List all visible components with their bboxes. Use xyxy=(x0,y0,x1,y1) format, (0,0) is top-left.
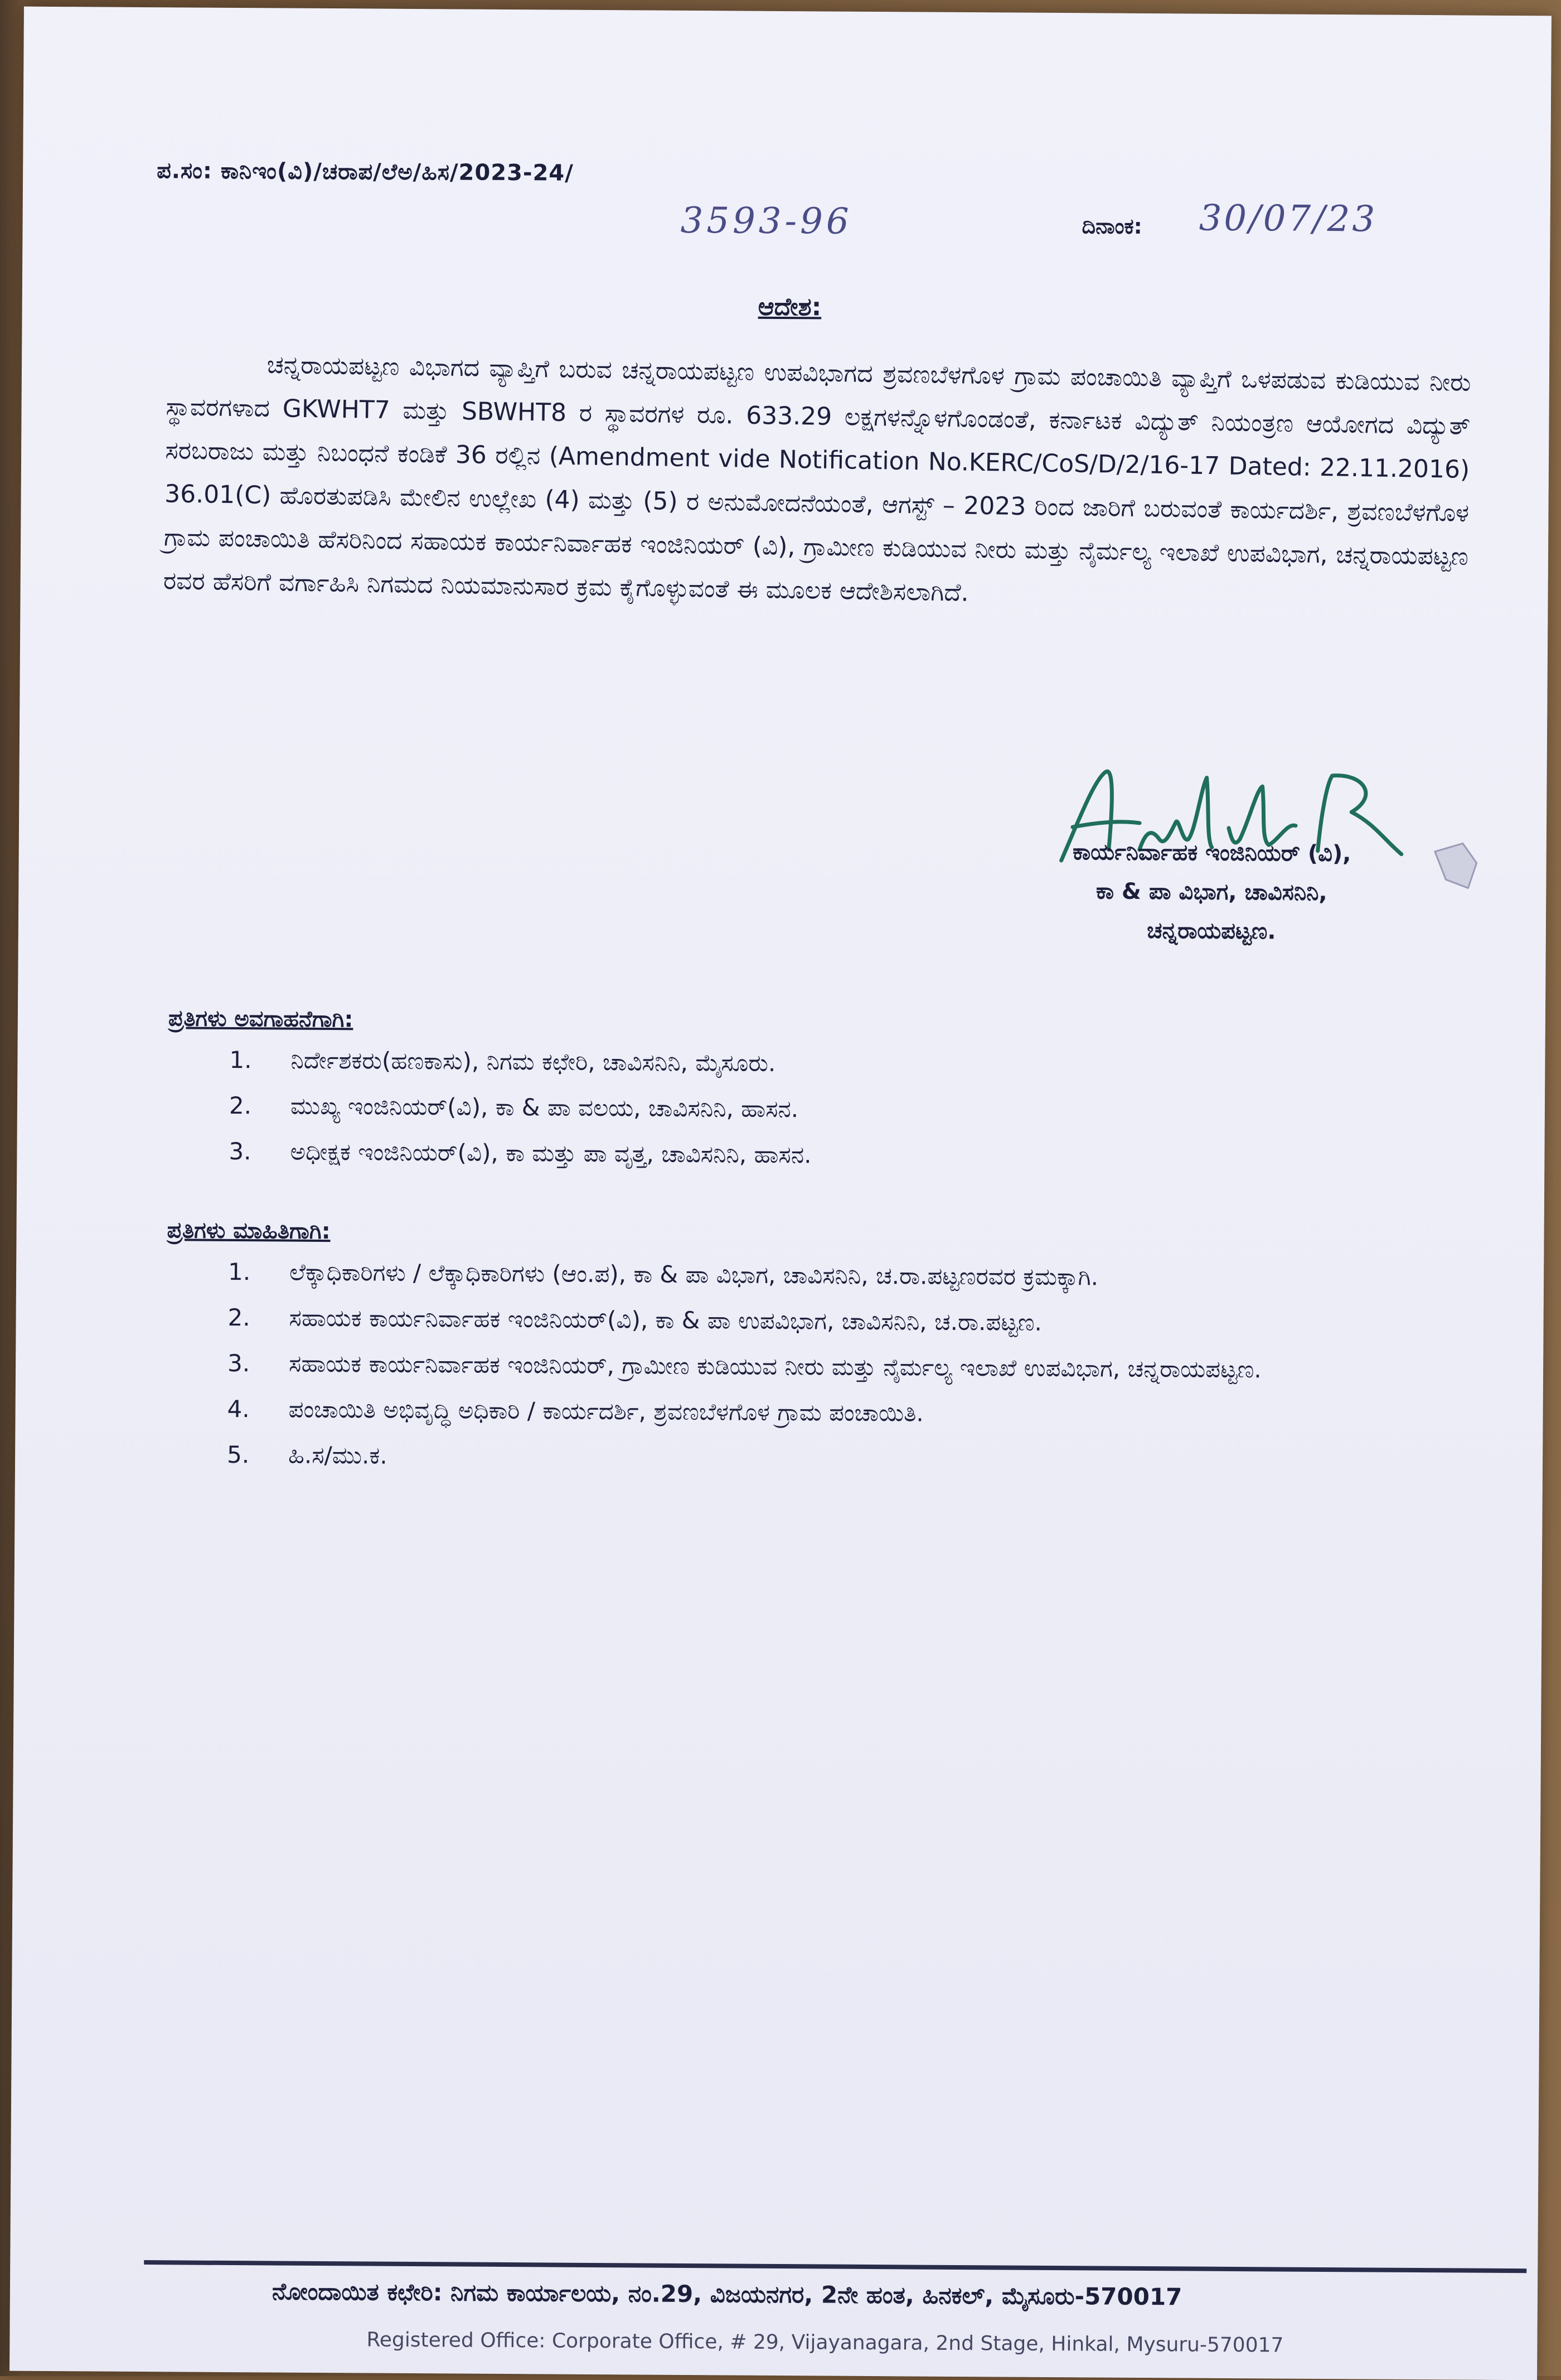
handwritten-reference-number: 3593-96 xyxy=(680,200,852,243)
list-item: 1. ಲೆಕ್ಕಾಧಿಕಾರಿಗಳು / ಲೆಕ್ಕಾಧಿಕಾರಿಗಳು (ಆಂ.ಪ), ಕಾ & ಪಾ ವಿಭಾಗ, ಚಾವಿಸನಿನಿ, ಚ.ರಾ.ಪಟ್ಟಣರವರ ಕ್ರಮಕ್ಕಾಗಿ. xyxy=(227,1257,1099,1291)
signatory-block xyxy=(1000,832,1424,952)
copies-info-list xyxy=(229,1037,1478,1182)
footer-registered-office-kannada: ನೋಂದಾಯಿತ ಕಛೇರಿ: ನಿಗಮ ಕಾರ್ಯಾಲಯ, ನಂ.29, ವಿಜಯನಗರ, 2ನೇ ಹಂತ, ಹಿನಕಲ್, ಮೈಸೂರು-570017 xyxy=(272,2277,1182,2311)
paper-tear-mark xyxy=(1429,840,1480,891)
list-item: 4. ಪಂಚಾಯಿತಿ ಅಭಿವೃದ್ಧಿ ಅಧಿಕಾರಿ / ಕಾರ್ಯದರ್ಶಿ, ಶ್ರವಣಬೆಳಗೊಳ ಗ್ರಾಮ ಪಂಚಾಯಿತಿ. xyxy=(227,1395,924,1427)
copies-info-section xyxy=(167,1005,1478,1182)
footer-registered-office-english: Registered Office: Corporate Office, # 29, Vijayanagara, 2nd Stage, Hinkal, Mysuru-570017 xyxy=(366,2328,1284,2357)
signatory-division: ಕಾ & ಪಾ ವಿಭಾಗ, ಚಾವಿಸನಿನಿ, xyxy=(1095,878,1327,906)
list-item: 2. ಮುಖ್ಯ ಇಂಜಿನಿಯರ್(ವಿ), ಕಾ & ಪಾ ವಲಯ, ಚಾವಿಸನಿನಿ, ಹಾಸನ. xyxy=(229,1091,799,1123)
copies-info-heading: ಪ್ರತಿಗಳು ಅವಗಾಹನೆಗಾಗಿ: xyxy=(168,1005,353,1033)
order-body: ಚನ್ನರಾಯಪಟ್ಟಣ ವಿಭಾಗದ ವ್ಯಾಪ್ತಿಗೆ ಬರುವ ಚನ್ನರಾಯಪಟ್ಟಣ ಉಪವಿಭಾಗದ ಶ್ರವಣಬೆಳಗೊಳ ಗ್ರಾಮ ಪಂಚಾಯಿತಿ ವ್ಯಾಪ್ತಿಗೆ ಒಳಪಡುವ ಕುಡಿಯುವ ನೀರು ಸ್ಥಾವರಗಳಾದ GKWHT7 ಮತ್ತು SBWHT8 ರ ಸ್ಥಾವರಗಳ ರೂ. 633.29 ಲಕ್ಷಗಳನ್ನೊಳಗೊಂಡಂತೆ, ಕರ್ನಾಟಕ ವಿದ್ಯುತ್ ನಿಯಂತ್ರಣ ಆಯೋಗದ ವಿದ್ಯುತ್ ಸರಬರಾಜು ಮತ್ತು ನಿಬಂಧನೆ ಕಂಡಿಕೆ 36 ರಲ್ಲಿನ (Amendment vide Notification No.KERC/CoS/D/2/16-17 Dated: 22.11.2016) 36.01(C) ಹೊರತುಪಡಿಸಿ ಮೇಲಿನ ಉಲ್ಲೇಖ (4) ಮತ್ತು (5) ರ ಅನುಮೋದನೆಯಂತೆ, ಆಗಸ್ಟ್ – 2023 ರಿಂದ ಜಾರಿಗೆ ಬರುವಂತೆ ಕಾರ್ಯದರ್ಶಿ, ಶ್ರವಣಬೆಳಗೊಳ ಗ್ರಾಮ ಪಂಚಾಯಿತಿ ಹೆಸರಿನಿಂದ ಸಹಾಯಕ ಕಾರ್ಯನಿರ್ವಾಹಕ ಇಂಜಿನಿಯರ್ (ವಿ), ಗ್ರಾಮೀಣ ಕುಡಿಯುವ ನೀರು ಮತ್ತು ನೈರ್ಮಲ್ಯ ಇಲಾಖೆ ಉಪವಿಭಾಗ, ಚನ್ನರಾಯಪಟ್ಟಣ ರವರ ಹೆಸರಿಗೆ ವರ್ಗಾಹಿಸಿ ನಿಗಮದ ನಿಯಮಾನುಸಾರ ಕ್ರಮ ಕೈಗೊಳ್ಳುವಂತೆ ಈ ಮೂಲಕ ಆದೇಶಿಸಲಾಗಿದೆ. xyxy=(163,350,1471,607)
copies-action-section xyxy=(166,1217,1477,1485)
list-item: 5. ಹಿ.ಸ/ಮು.ಕ. xyxy=(226,1440,387,1469)
signatory-place: ಚನ್ನರಾಯಪಟ್ಟಣ. xyxy=(1147,918,1276,945)
list-item: 2. ಸಹಾಯಕ ಕಾರ್ಯನಿರ್ವಾಹಕ ಇಂಜಿನಿಯರ್(ವಿ), ಕಾ & ಪಾ ಉಪವಿಭಾಗ, ಚಾವಿಸನಿನಿ, ಚ.ರಾ.ಪಟ್ಟಣ. xyxy=(227,1303,1043,1336)
footer-divider xyxy=(144,2260,1526,2273)
order-heading: ಆದೇಶ: xyxy=(758,292,822,322)
list-item: 1. ನಿರ್ದೇಶಕರು(ಹಣಕಾಸು), ನಿಗಮ ಕಛೇರಿ, ಚಾವಿಸನಿನಿ, ಮೈಸೂರು. xyxy=(229,1046,776,1077)
reference-number: ಪ.ಸಂ: ಕಾನಿಇಂ(ವಿ)/ಚರಾಪ/ಲೆಅ/ಹಿಸ/2023-24/ xyxy=(157,158,574,186)
list-item: 3. ಅಧೀಕ್ಷಕ ಇಂಜಿನಿಯರ್(ವಿ), ಕಾ ಮತ್ತು ಪಾ ವೃತ್ತ, ಚಾವಿಸನಿನಿ, ಹಾಸನ. xyxy=(229,1137,812,1169)
signatory-title: ಕಾರ್ಯನಿರ್ವಾಹಕ ಇಂಜಿನಿಯರ್ (ವಿ), xyxy=(1072,839,1351,867)
date-label: ದಿನಾಂಕ: xyxy=(1082,214,1142,239)
list-item: 3. ಸಹಾಯಕ ಕಾರ್ಯನಿರ್ವಾಹಕ ಇಂಜಿನಿಯರ್, ಗ್ರಾಮೀಣ ಕುಡಿಯುವ ನೀರು ಮತ್ತು ನೈರ್ಮಲ್ಯ ಇಲಾಖೆ ಉಪವಿಭಾಗ, ಚನ್ನರಾಯಪಟ್ಟಣ. xyxy=(227,1349,1262,1384)
handwritten-date: 30/07/23 xyxy=(1199,197,1378,240)
document-page xyxy=(9,7,1552,2380)
copies-action-heading: ಪ್ರತಿಗಳು ಮಾಹಿತಿಗಾಗಿ: xyxy=(167,1217,331,1245)
copies-action-list xyxy=(227,1249,1477,1486)
